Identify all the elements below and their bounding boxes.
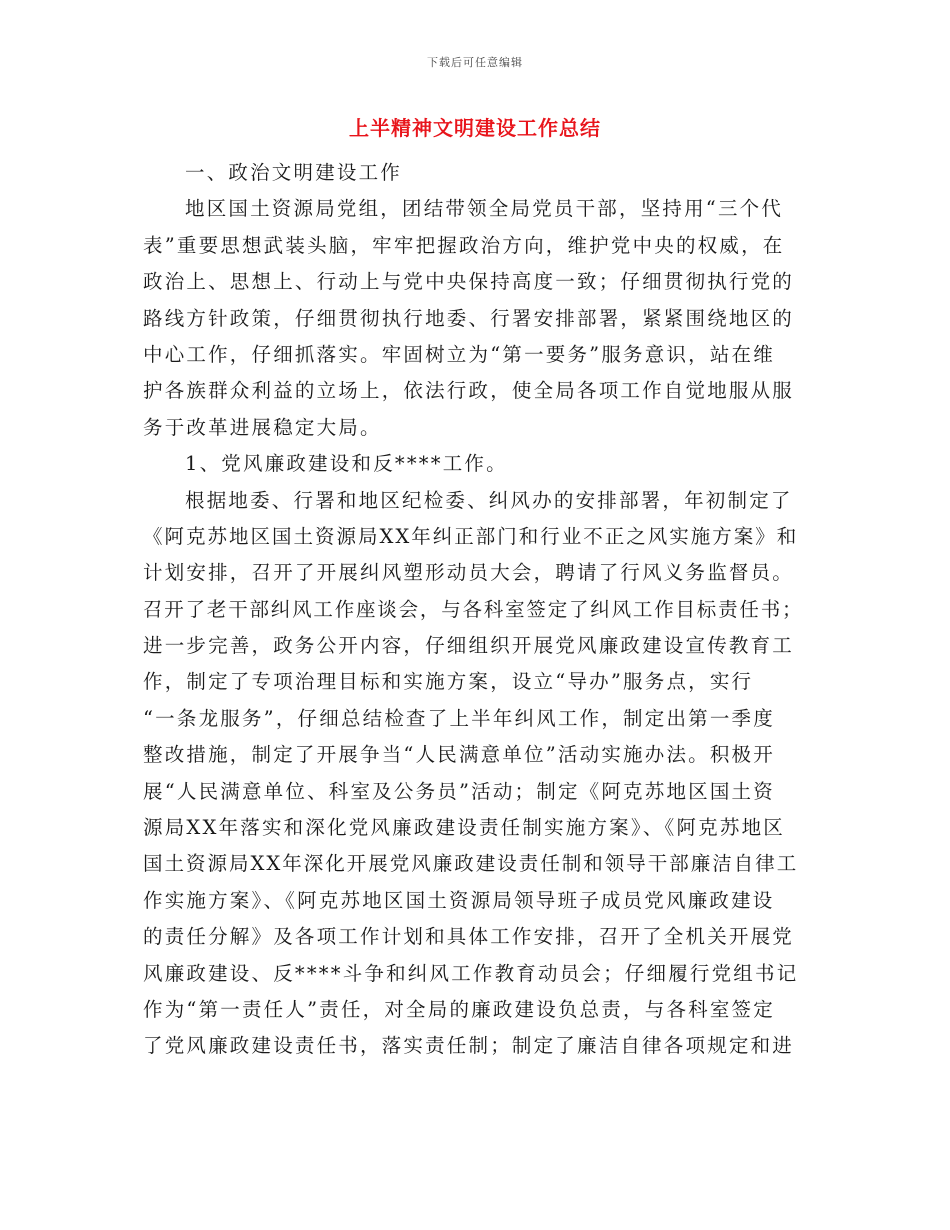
body-line: 计划安排，召开了开展纠风塑形动员大会，聘请了行风义务监督员。 [143, 561, 795, 585]
document-title: 上半精神文明建设工作总结 [349, 116, 601, 140]
body-line: 务于改革进展稳定大局。 [143, 415, 382, 439]
body-line: 展“人民满意单位、科室及公务员”活动；制定《阿克苏地区国土资 [143, 779, 775, 803]
body-line: 进一步完善，政务公开内容，仔细组织开展党风廉政建设宣传教育工 [143, 634, 795, 658]
body-line: 召开了老干部纠风工作座谈会，与各科室签定了纠风工作目标责任书； [143, 597, 804, 621]
body-line: 风廉政建设、反****斗争和纠风工作教育动员会；仔细履行党组书记 [143, 961, 799, 985]
body-line: 《阿克苏地区国土资源局XX年纠正部门和行业不正之风实施方案》和 [143, 524, 799, 548]
body-line: 中心工作，仔细抓落实。牢固树立为“第一要务”服务意识，站在维 [143, 342, 775, 366]
body-line: “一条龙服务”，仔细总结检查了上半年纠风工作，制定出第一季度 [143, 706, 775, 730]
body-line: 了党风廉政建设责任书，落实责任制；制定了廉洁自律各项规定和进 [143, 1034, 795, 1058]
body-line: 表”重要思想武装头脑，牢牢把握政治方向，维护党中央的权威，在 [143, 233, 785, 257]
body-line: 作为“第一责任人”责任，对全局的廉政建设负总责，与各科室签定 [143, 997, 775, 1021]
body-line: 作，制定了专项治理目标和实施方案，设立“导办”服务点，实行 [143, 670, 754, 694]
header-note: 下载后可任意编辑 [427, 56, 523, 69]
document-body [143, 155, 803, 1065]
body-line: 整改措施，制定了开展争当“人民满意单位”活动实施办法。积极开 [143, 743, 775, 767]
body-line: 1、党风廉政建设和反****工作。 [185, 452, 508, 476]
body-line: 政治上、思想上、行动上与党中央保持高度一致；仔细贯彻执行党的 [143, 270, 795, 294]
body-line: 地区国土资源局党组，团结带领全局党员干部，坚持用“三个代 [185, 197, 784, 221]
body-line: 路线方针政策，仔细贯彻执行地委、行署安排部署，紧紧围绕地区的 [143, 306, 795, 330]
body-line: 一、政治文明建设工作 [185, 161, 403, 184]
body-line: 作实施方案》、《阿克苏地区国土资源局领导班子成员党风廉政建设 [143, 888, 775, 912]
body-line: 源局XX年落实和深化党风廉政建设责任制实施方案》、《阿克苏地区 [143, 816, 785, 840]
body-line: 国土资源局XX年深化开展党风廉政建设责任制和领导干部廉洁自律工 [143, 852, 799, 876]
body-line: 根据地委、行署和地区纪检委、纠风办的安排部署，年初制定了 [185, 488, 793, 512]
body-line: 的责任分解》及各项工作计划和具体工作安排，召开了全机关开展党 [143, 925, 795, 949]
body-line: 护各族群众利益的立场上，依法行政，使全局各项工作自觉地服从服 [143, 379, 795, 403]
